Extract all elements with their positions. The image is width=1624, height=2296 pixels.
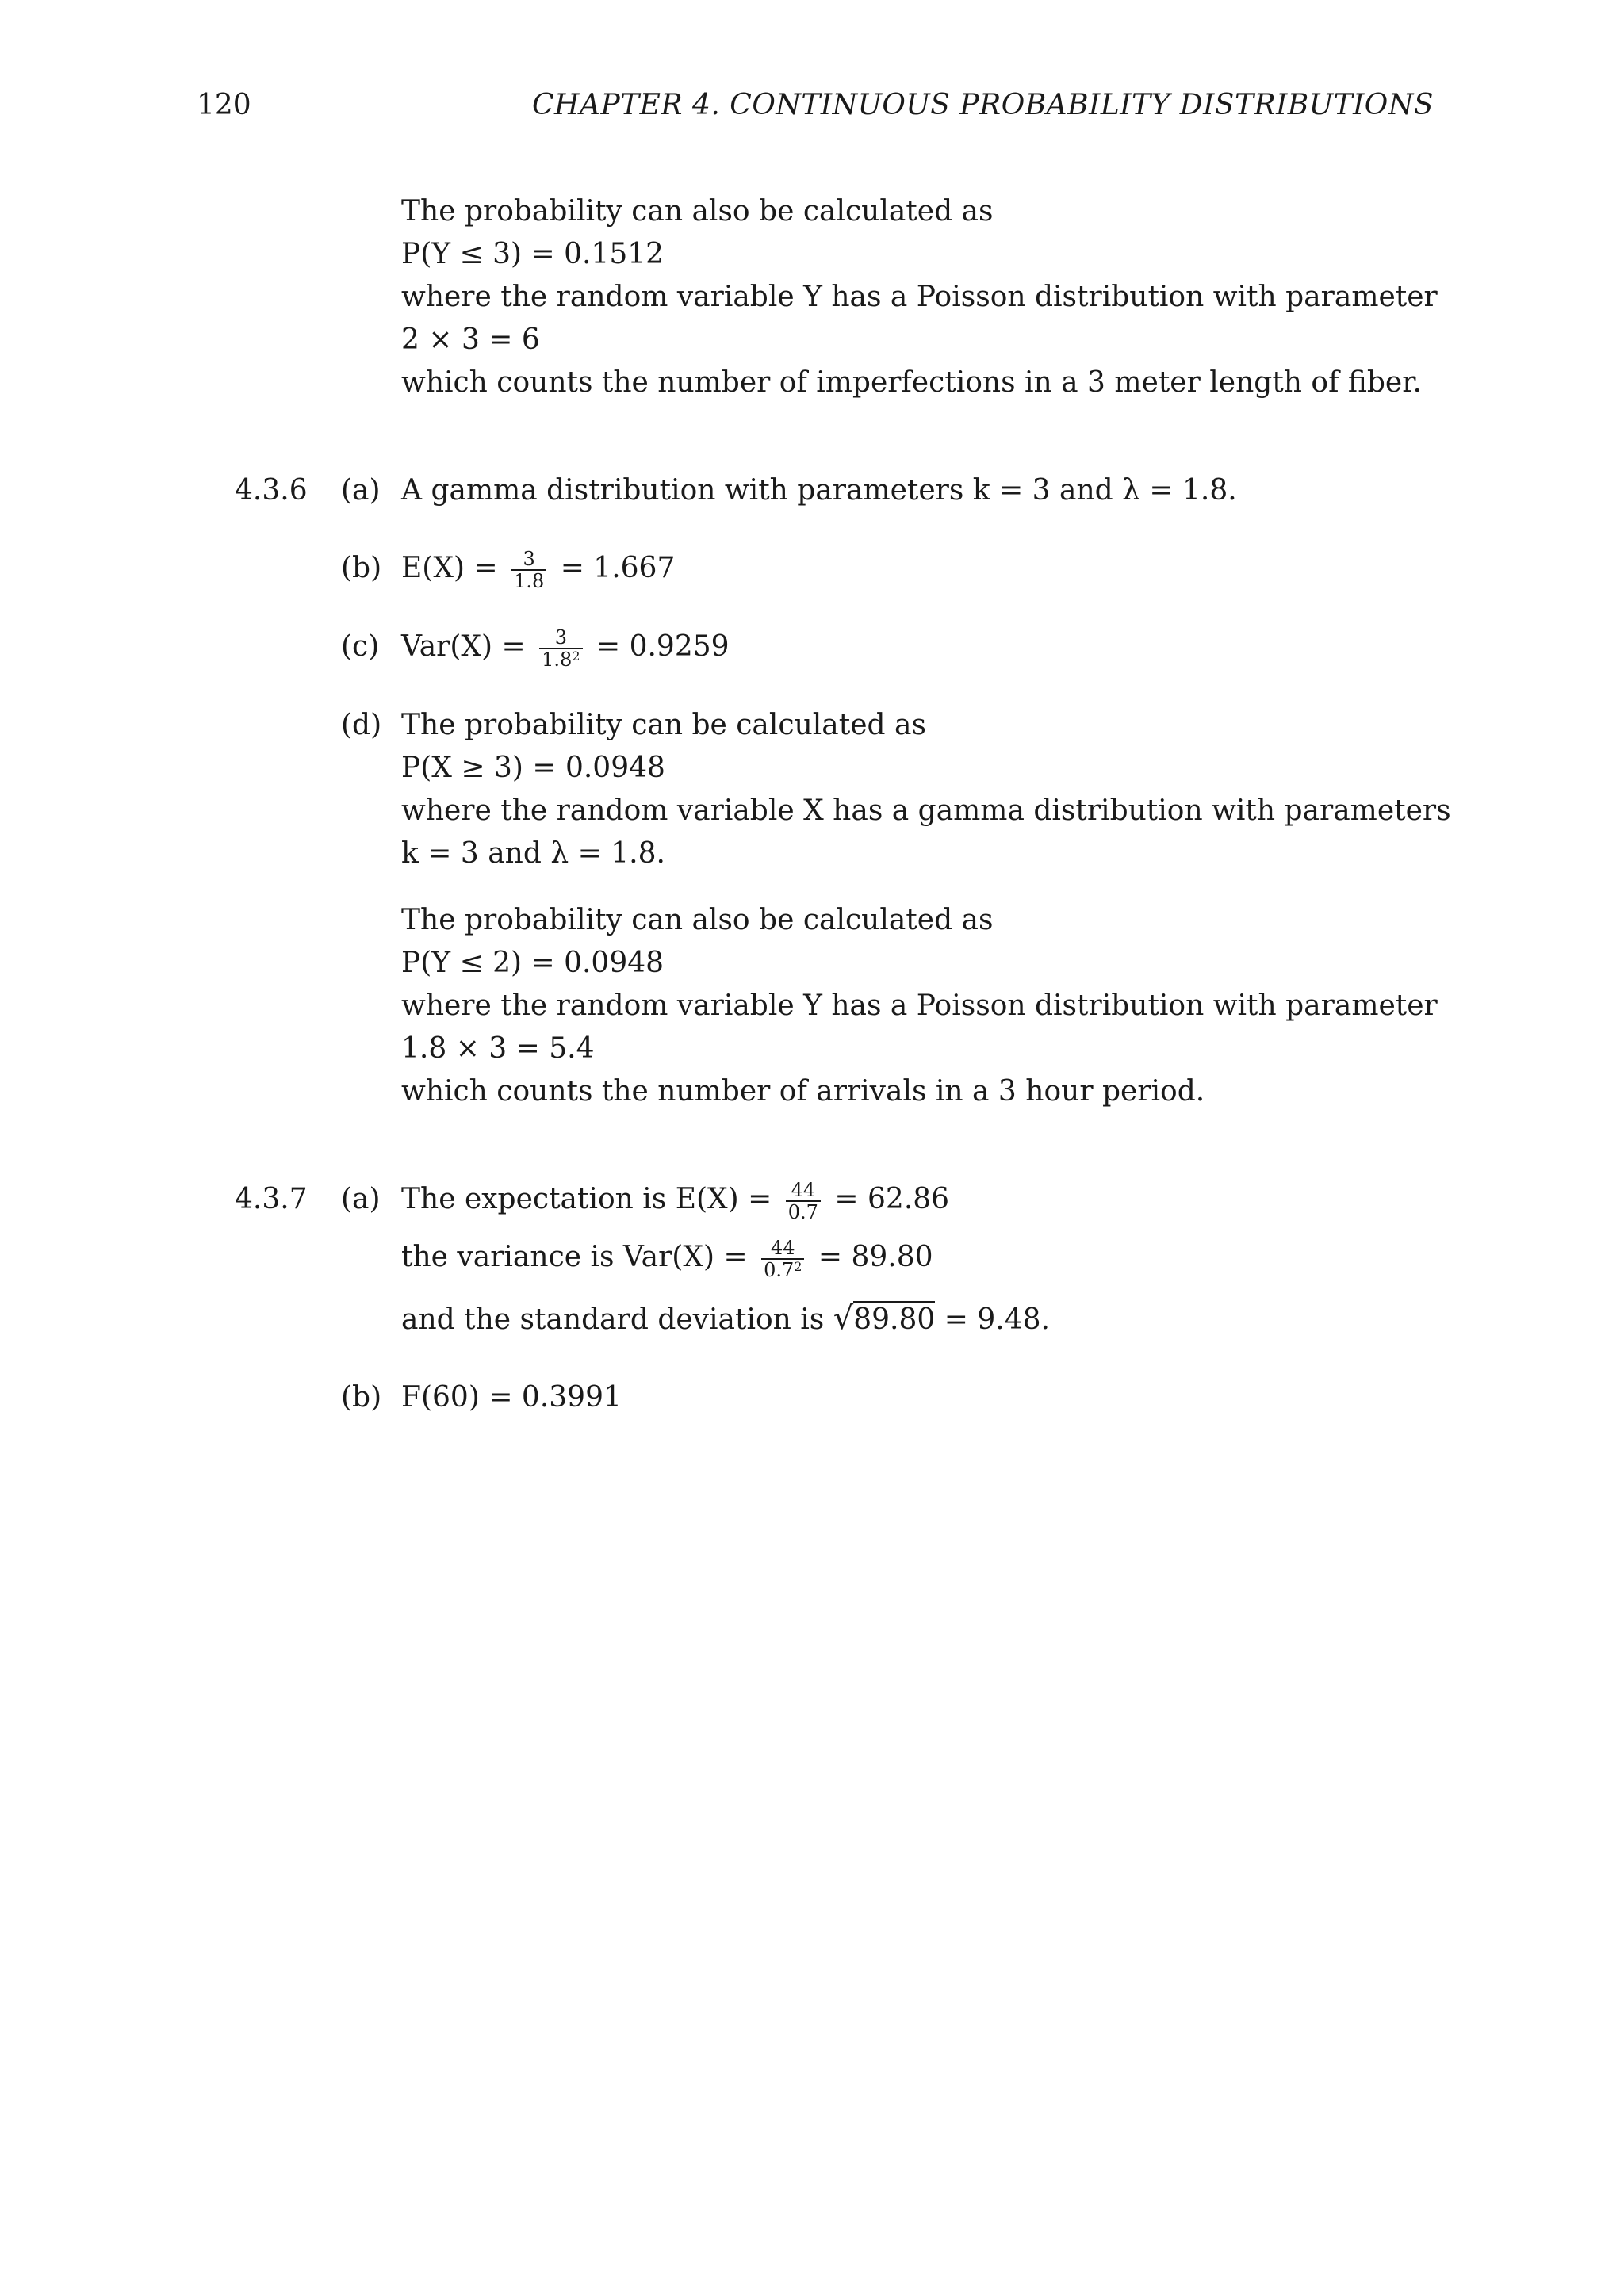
equation-line: F(60) = 0.3991 xyxy=(401,1381,622,1414)
equation-lhs: Var(X) = xyxy=(401,630,526,663)
problem-4-3-7 xyxy=(235,1178,1424,1419)
sqrt-symbol: √ xyxy=(833,1300,854,1337)
page-content xyxy=(235,190,1451,1419)
equation-rhs: = 1.667 xyxy=(560,552,676,584)
equation-rhs: = 62.86 xyxy=(834,1183,950,1215)
part-label: (a) xyxy=(341,474,381,507)
part-label: (a) xyxy=(341,1183,381,1215)
part-c xyxy=(235,626,1424,669)
problem-number: 4.3.7 xyxy=(235,1183,308,1215)
page-header xyxy=(197,89,1434,132)
numerator: 3 xyxy=(539,628,582,649)
running-head: CHAPTER 4. CONTINUOUS PROBABILITY DISTRIBUTIONS xyxy=(532,89,1434,121)
equation-lhs: and the standard deviation is xyxy=(401,1303,825,1336)
equation-rhs: = 89.80 xyxy=(818,1241,933,1273)
text-line: which counts the number of imperfections in a 3 meter length of fiber. xyxy=(401,366,1422,399)
part-label: (d) xyxy=(341,709,382,741)
text-line: k = 3 and λ = 1.8. xyxy=(401,837,665,870)
denominator xyxy=(761,1260,804,1280)
page-number: 120 xyxy=(197,89,251,121)
numerator: 44 xyxy=(786,1181,821,1202)
equation-line: P(Y ≤ 3) = 0.1512 xyxy=(401,238,665,270)
denominator-exponent: 2 xyxy=(794,1259,802,1274)
problem-number: 4.3.6 xyxy=(235,474,308,507)
text-line: where the random variable Y has a Poisson distribution with parameter xyxy=(401,989,1438,1022)
text-line: which counts the number of arrivals in a 3 hour period. xyxy=(401,1075,1205,1108)
fraction xyxy=(511,549,546,591)
equation-lhs: E(X) = xyxy=(401,552,498,584)
denominator-exponent: 2 xyxy=(572,649,580,664)
continuation-block xyxy=(235,190,1438,404)
equation-lhs: The expectation is E(X) = xyxy=(401,1183,772,1215)
denominator: 1.8 xyxy=(514,570,545,592)
answer-text: A gamma distribution with parameters k = 3 and λ = 1.8. xyxy=(401,474,1237,507)
part-b xyxy=(235,1376,1424,1419)
equation-line xyxy=(401,547,1424,591)
denominator xyxy=(539,649,582,669)
part-a xyxy=(235,469,1424,512)
equation-lhs: the variance is Var(X) = xyxy=(401,1241,748,1273)
denominator-base: 0.7 xyxy=(764,1259,795,1281)
part-d xyxy=(235,704,1451,1113)
part-label: (b) xyxy=(341,552,382,584)
numerator: 44 xyxy=(761,1238,804,1260)
equation-line: 2 × 3 = 6 xyxy=(401,323,540,356)
text-line: The probability can also be calculated as xyxy=(401,195,994,228)
part-a xyxy=(235,1178,1424,1341)
equation-line: P(X ≥ 3) = 0.0948 xyxy=(401,752,665,784)
denominator: 0.7 xyxy=(787,1201,818,1223)
part-label: (b) xyxy=(341,1381,382,1414)
text-line: where the random variable Y has a Poisson distribution with parameter xyxy=(401,281,1438,313)
problem-4-3-6 xyxy=(235,469,1451,1113)
text-line: The probability can also be calculated as xyxy=(401,904,994,936)
fraction xyxy=(539,628,582,669)
equation-line xyxy=(401,1297,1424,1341)
equation-line: 1.8 × 3 = 5.4 xyxy=(401,1032,595,1065)
denominator-base: 1.8 xyxy=(542,649,573,671)
fraction xyxy=(761,1238,804,1280)
fraction xyxy=(786,1181,821,1222)
equation-rhs: = 0.9259 xyxy=(596,630,730,663)
equation-rhs: = 9.48. xyxy=(944,1303,1050,1336)
equation-line xyxy=(401,626,1424,669)
equation-line: P(Y ≤ 2) = 0.0948 xyxy=(401,947,665,979)
equation-line xyxy=(401,1178,1424,1222)
text-line: The probability can be calculated as xyxy=(401,709,926,741)
text-line: where the random variable X has a gamma distribution with parameters xyxy=(401,794,1451,827)
part-label: (c) xyxy=(341,630,380,663)
numerator: 3 xyxy=(511,549,546,571)
equation-line xyxy=(401,1236,1424,1280)
radicand: 89.80 xyxy=(853,1301,935,1336)
part-b xyxy=(235,547,1424,591)
